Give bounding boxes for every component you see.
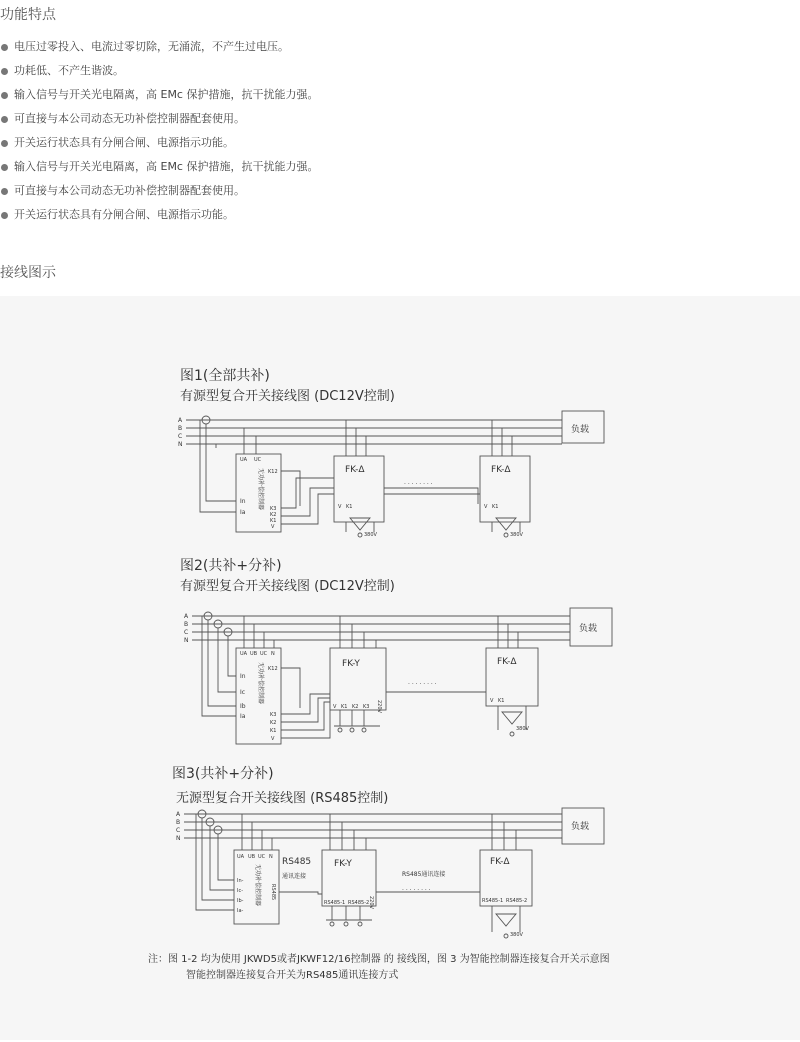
switch-pin-label: V [484,504,488,510]
figure3-title: 图3(共补+分补) [172,766,274,782]
controller-pin-label: N [271,651,275,657]
voltage-label: 220V [368,896,374,909]
controller-pin-label: UC [260,651,268,657]
bullet-icon [1,92,8,99]
switch-label: FK-Δ [345,465,365,475]
phase-label: N [178,441,183,448]
controller-pin-label: K2 [270,512,277,518]
controller-pin-label: In- [237,878,244,884]
switch-pin-label: K1 [498,698,505,704]
diagram-note-line2: 智能控制器连接复合开关为RS485通讯连接方式 [186,970,399,981]
switch-pin-label: K1 [346,504,353,510]
list-item: 电压过零投入、电流过零切除，无涌流，不产生过电压。 [0,38,800,62]
controller-pin-label: K1 [270,728,277,734]
controller-pin-label: UA [237,854,245,860]
figure-1 [186,411,604,537]
controller-label: 无功补偿控制器 [257,468,264,511]
controller-pin-label: V [271,736,275,742]
list-item: 开关运行状态具有分闸合闸、电源指示功能。 [0,134,800,158]
controller-pin-label: Ib- [237,898,244,904]
list-item: 功耗低、不产生谐波。 [0,62,800,86]
bullet-icon [1,212,8,219]
controller-pin-label: UA [240,651,248,657]
load-label: 负载 [579,624,598,634]
phase-label: A [184,613,189,620]
voltage-label: 380V [510,932,523,938]
figure1-title: 图1(全部共补) [180,368,270,384]
controller-pin-label: UA [240,457,248,463]
list-item: 开关运行状态具有分闸合闸、电源指示功能。 [0,206,800,230]
controller-pin-label: Ic [240,689,246,696]
controller-pin-label: Ia [240,509,246,516]
continuation-dots: · · · · · · · · [408,681,437,688]
bullet-icon [1,44,8,51]
list-item: 可直接与本公司动态无功补偿控制器配套使用。 [0,110,800,134]
figure-3 [184,808,604,938]
controller-pin-label: K3 [270,712,277,718]
controller-pin-label: K2 [270,720,277,726]
continuation-dots: · · · · · · · · [404,481,433,488]
switch-pin-label: RS485-1 [324,900,346,906]
bullet-icon [1,164,8,171]
bullet-icon [1,68,8,75]
figure2-title: 图2(共补+分补) [180,558,282,574]
switch-label: FK-Δ [490,857,510,867]
voltage-label: 220V [376,700,382,713]
phase-label: C [184,629,189,636]
figure3-subtitle: 无源型复合开关接线图 (RS485控制) [176,791,389,806]
voltage-label: 380V [364,532,377,538]
list-item: 输入信号与开关光电隔离，高 EMc 保护措施，抗干扰能力强。 [0,158,800,182]
phase-label: A [178,417,183,424]
controller-label: 无功补偿控制器 [254,864,261,907]
controller-pin-label: RS485 [270,884,276,901]
switch-pin-label: RS485-2 [506,898,528,904]
bullet-icon [1,140,8,147]
switch-pin-label: V [338,504,342,510]
voltage-label: 380V [510,532,523,538]
controller-pin-label: UC [254,457,262,463]
rs485-label: RS485 [282,857,312,867]
switch-pin-label: V [333,704,337,710]
phase-label: B [178,425,183,432]
list-item: 可直接与本公司动态无功补偿控制器配套使用。 [0,182,800,206]
phase-label: C [178,433,183,440]
switch-label: FK-Δ [491,465,511,475]
phase-label: N [184,637,189,644]
switch-pin-label: RS485-2 [348,900,370,906]
controller-pin-label: K3 [270,506,277,512]
figure-2 [192,608,612,744]
switch-label: FK-Y [342,659,360,669]
controller-pin-label: Ia- [237,908,244,914]
wiring-heading: 接线图示 [0,265,56,281]
load-label: 负载 [571,822,590,832]
switch-label: FK-Δ [497,657,517,667]
controller-pin-label: UB [250,651,258,657]
phase-label: B [176,819,181,826]
controller-pin-label: UB [248,854,256,860]
load-label: 负载 [571,425,590,435]
controller-pin-label: K1 [270,518,277,524]
bullet-icon [1,116,8,123]
switch-pin-label: V [490,698,494,704]
switch-label: FK-Y [334,859,352,869]
controller-pin-label: N [269,854,273,860]
switch-pin-label: K3 [363,704,370,710]
switch-pin-label: K1 [492,504,499,510]
rs485-label: RS485通讯连接 [402,871,446,878]
switch-pin-label: RS485-1 [482,898,504,904]
controller-pin-label: In [240,673,246,680]
switch-pin-label: K2 [352,704,359,710]
wiring-diagram [0,296,800,1040]
controller-pin-label: Ia [240,713,246,720]
figure1-subtitle: 有源型复合开关接线图 (DC12V控制) [180,389,395,404]
features-list [0,38,800,230]
controller-pin-label: In [240,498,246,505]
phase-label: N [176,835,181,842]
diagram-note-line1: 注：图 1-2 均为使用 JKWD5或者JKWF12/16控制器 的 接线图，图 3 为智能控制器连接复合开关示意图 [148,954,610,965]
controller-pin-label: Ib [240,703,246,710]
continuation-dots: · · · · · · · · [402,887,431,894]
rs485-label: 通讯连接 [282,873,307,880]
figure2-subtitle: 有源型复合开关接线图 (DC12V控制) [180,579,395,594]
controller-label: 无功补偿控制器 [257,662,264,705]
phase-label: A [176,811,181,818]
phase-label: B [184,621,189,628]
list-item: 输入信号与开关光电隔离，高 EMc 保护措施，抗干扰能力强。 [0,86,800,110]
controller-pin-label: UC [258,854,266,860]
features-heading: 功能特点 [0,7,56,23]
voltage-label: 380V [516,726,529,732]
bullet-icon [1,188,8,195]
controller-pin-label: K12 [268,469,278,475]
phase-label: C [176,827,181,834]
switch-pin-label: K1 [341,704,348,710]
wiring-diagram-panel [0,296,800,1040]
controller-pin-label: V [271,524,275,530]
controller-pin-label: Ic- [237,888,244,894]
controller-pin-label: K12 [268,666,278,672]
